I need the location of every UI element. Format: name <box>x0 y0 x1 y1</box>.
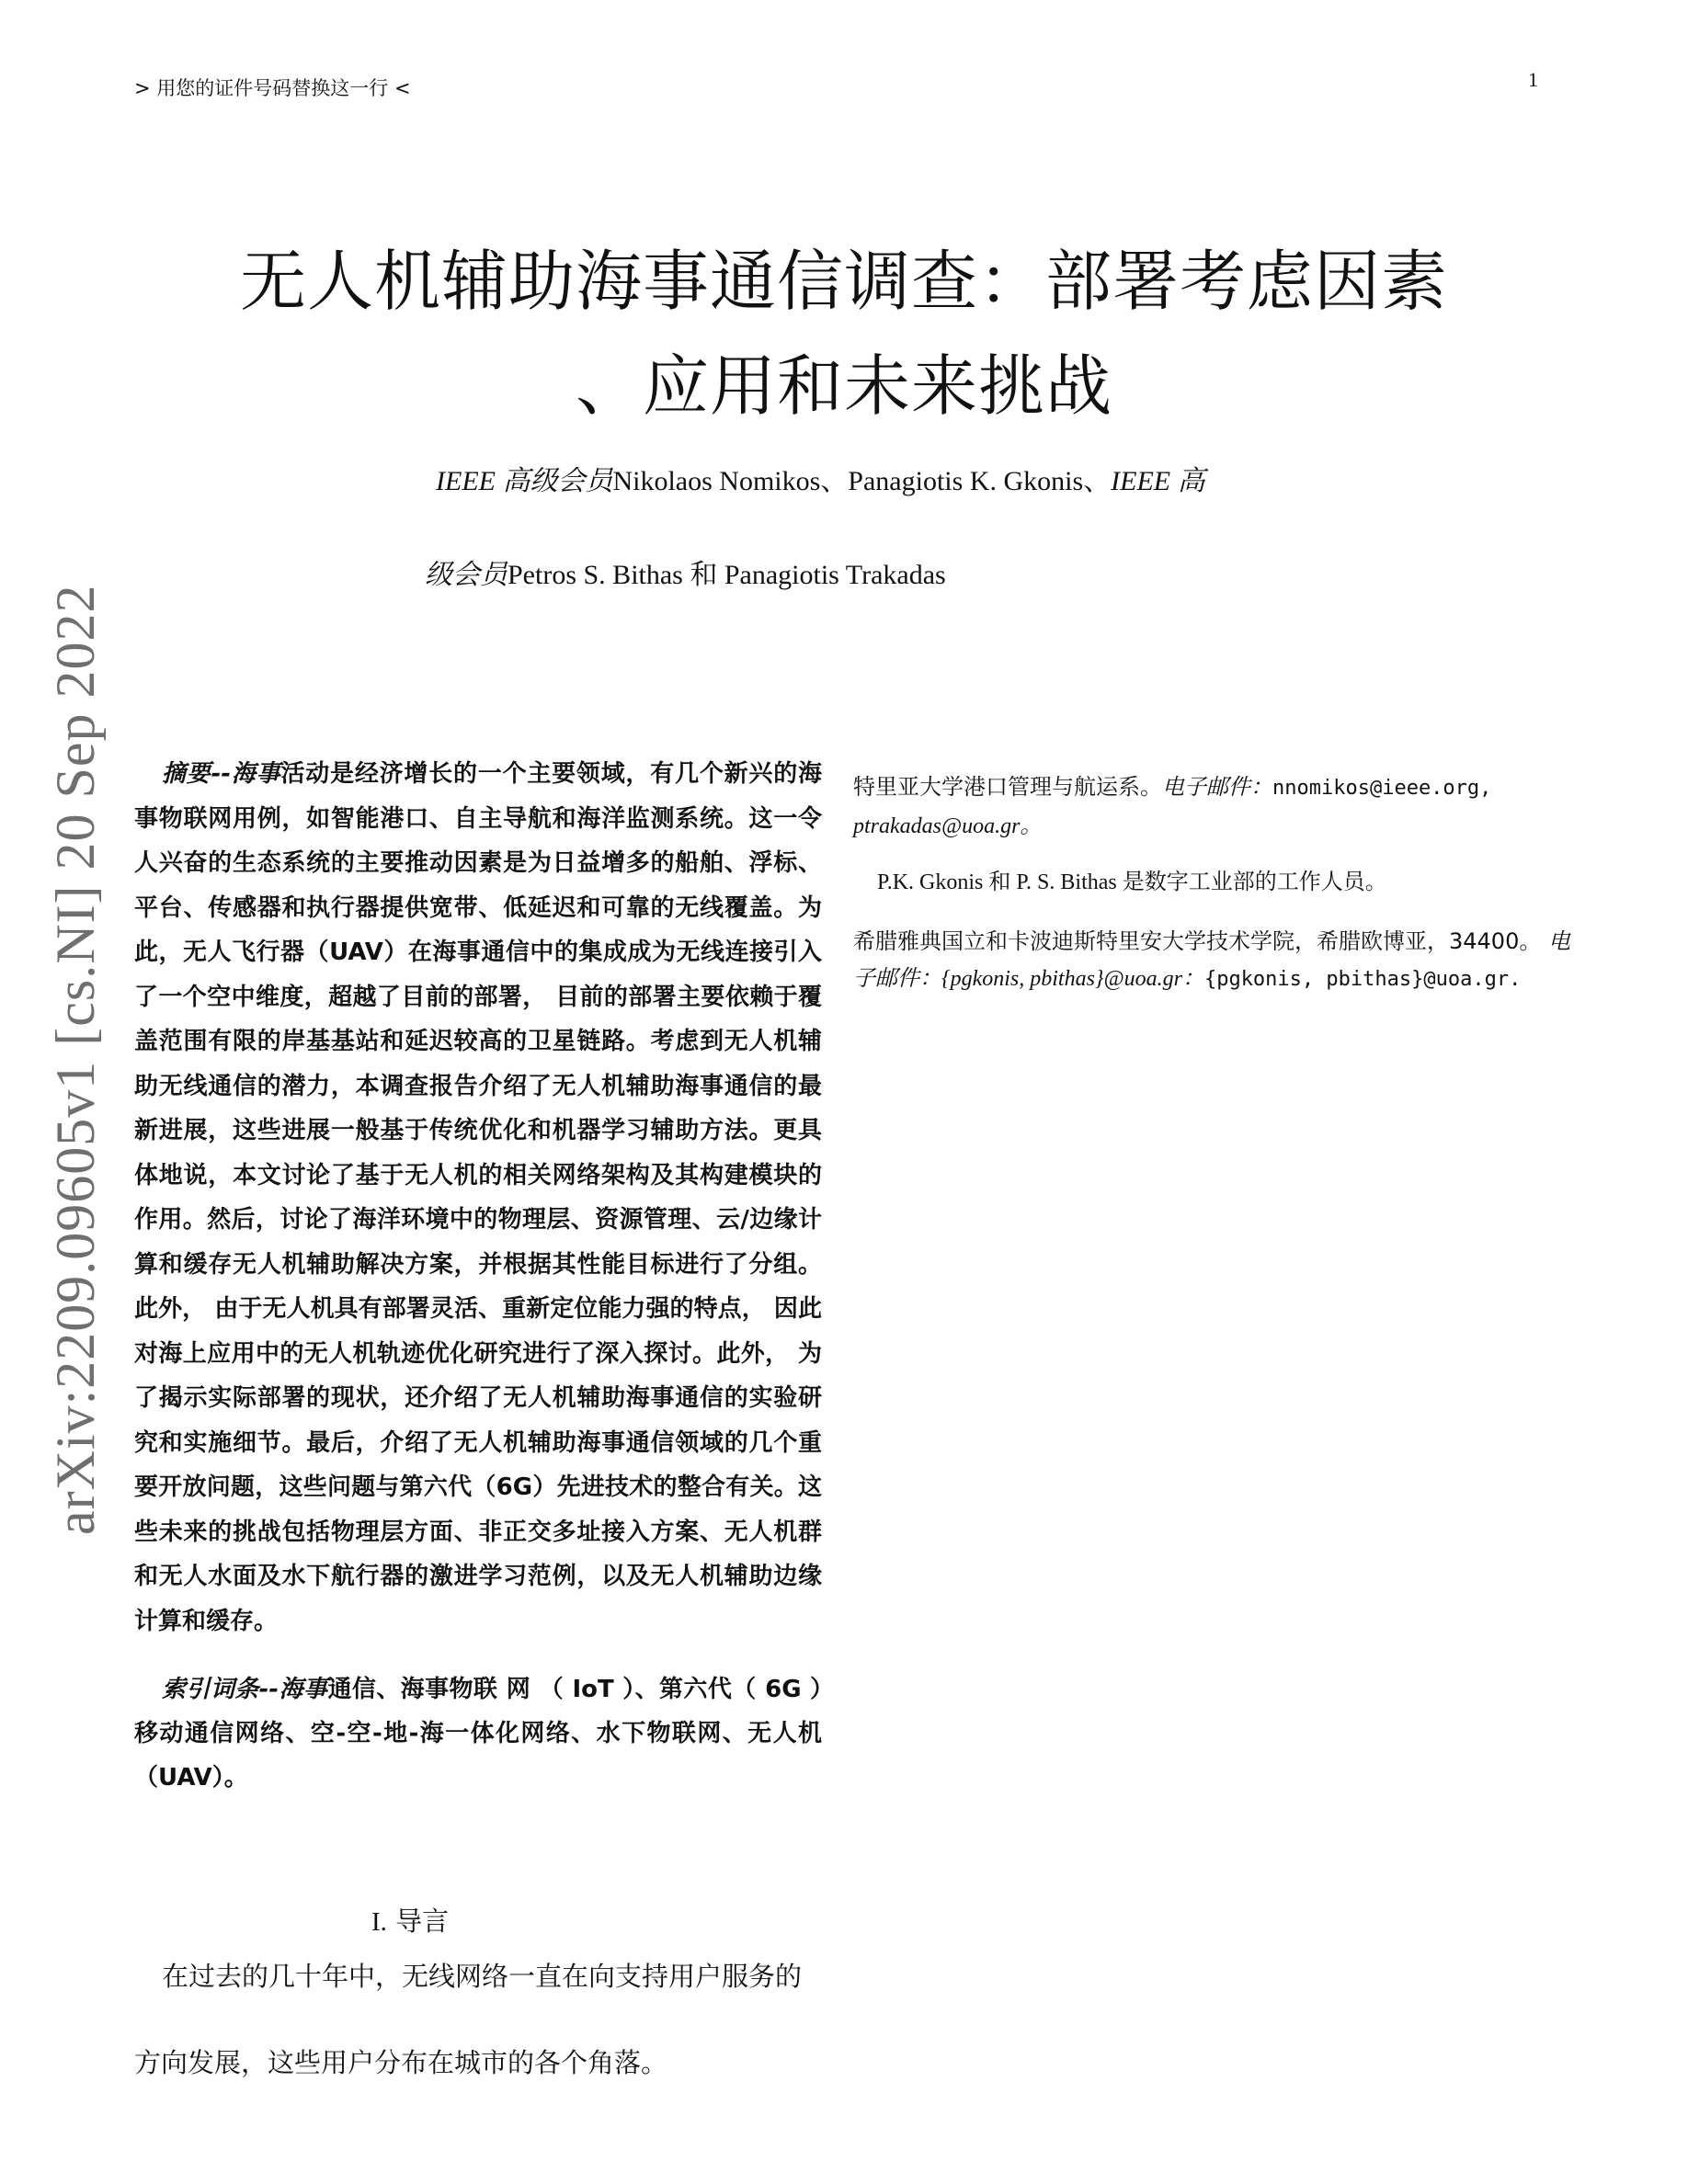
section-number: I. <box>371 1907 387 1937</box>
affiliation-text: 特里亚大学港口管理与航运系。 <box>853 774 1162 800</box>
author-names: Petros S. Bithas 和 Panagiotis Trakadas <box>508 560 946 590</box>
author-names: Nikolaos Nomikos、Panagiotis K. Gkonis、 <box>612 466 1112 496</box>
paper-title-line-2: 、应用和未来挑战 <box>575 347 1112 425</box>
abstract <box>134 752 822 1644</box>
header-note: > 用您的证件号码替换这一行 < <box>134 77 411 99</box>
affiliation-text: 希腊雅典国立和卡波迪斯特里安大学技术学院，希腊欧博亚，34400。 <box>853 928 1542 954</box>
affiliation-footnote-2: P.K. Gkonis 和 P. S. Bithas 是数字工业部的工作人员。 <box>877 870 1387 894</box>
email-address: ptrakadas@uoa.gr。 <box>853 814 1043 838</box>
affiliation-footnote-3 <box>853 923 1580 998</box>
author-role: IEEE 高 <box>1111 466 1205 496</box>
intro-paragraph-line: 在过去的几十年中，无线网络一直在向支持用户服务的 <box>162 1961 803 1992</box>
index-terms-lead: 索引词条--海事 <box>162 1676 328 1703</box>
affiliation-footnote-1 <box>853 768 1580 845</box>
abstract-lead: 摘要--海事 <box>162 760 281 788</box>
authors-line-2 <box>425 552 946 592</box>
author-role: 级会员 <box>425 560 508 590</box>
abstract-body: 活动是经济增长的一个主要领域，有几个新兴的海事物联网用例，如智能港口、自主导航和海洋监测系统。这一令人兴奋的生态系统的主要推动因素是为日益增多的船舶、浮标、平台、传感器和执行器提供宽带、低延迟和可靠的无线覆盖。为此，无人飞行器（UAV）在海事通信中的集成成为无线连接引入了一个空中维度，超越了目前的部署， 目前的部署主要依赖于覆盖范围有限的岸基基站和延迟较高的卫星链路。考虑到无人机辅助无线通信的潜力，本调查报告介绍了无人机辅助海事通信的最新进展，这些进展一般基于传统优化和机器学习辅助方法。更具体地说，本文讨论了基于无人机的相关网络架构及其构建模块的作用。然后，讨论了海洋环境中的物理层、资源管理、云/边缘计算和缓存无人机辅助解决方案，并根据其性能目标进行了分组。此外， 由于无人机具有部署灵活、重新定位能力强的特点， 因此对海上应用中的无人机轨迹优化研究进行了深入探讨。此外， 为了揭示实际部署的现状，还介绍了无人机辅助海事通信的实验研究和实施细节。最后，介绍了无人机辅助海事通信领域的几个重要开放问题，这些问题与第六代（6G）先进技术的整合有关。这些未来的挑战包括物理层方面、非正交多址接入方案、无人机群和无人水面及水下航行器的激进学习范例，以及无人机辅助边缘计算和缓存。 <box>134 760 822 1635</box>
authors-line-1 <box>436 458 1205 498</box>
arxiv-stamp: arXiv:2209.09605v1 [cs.NI] 20 Sep 2022 <box>45 584 106 1535</box>
page-number: 1 <box>1528 68 1538 91</box>
section-heading <box>371 1901 449 1939</box>
index-terms <box>134 1667 822 1800</box>
author-role: IEEE 高级会员 <box>436 466 613 496</box>
email-label: 电子邮件： <box>853 928 1570 991</box>
email-address: nnomikos@ieee.org, <box>1272 777 1492 800</box>
section-title: 导言 <box>395 1905 450 1937</box>
email-address: {pgkonis, pbithas}@uoa.gr. <box>1203 968 1522 991</box>
index-terms-body: 通信、海事物联 网 （ IoT ）、第六代（ 6G ）移动通信网络、空-空-地-海一体化网络、水下物联网、无人机（UAV）。 <box>134 1676 822 1792</box>
email-address: {pgkonis, pbithas}@uoa.gr： <box>941 967 1204 991</box>
paper-title-line-1: 无人机辅助海事通信调查：部署考虑因素 <box>239 243 1448 320</box>
email-label: 电子邮件： <box>1162 774 1272 800</box>
intro-paragraph-line: 方向发展，这些用户分布在城市的各个角落。 <box>134 2047 668 2078</box>
